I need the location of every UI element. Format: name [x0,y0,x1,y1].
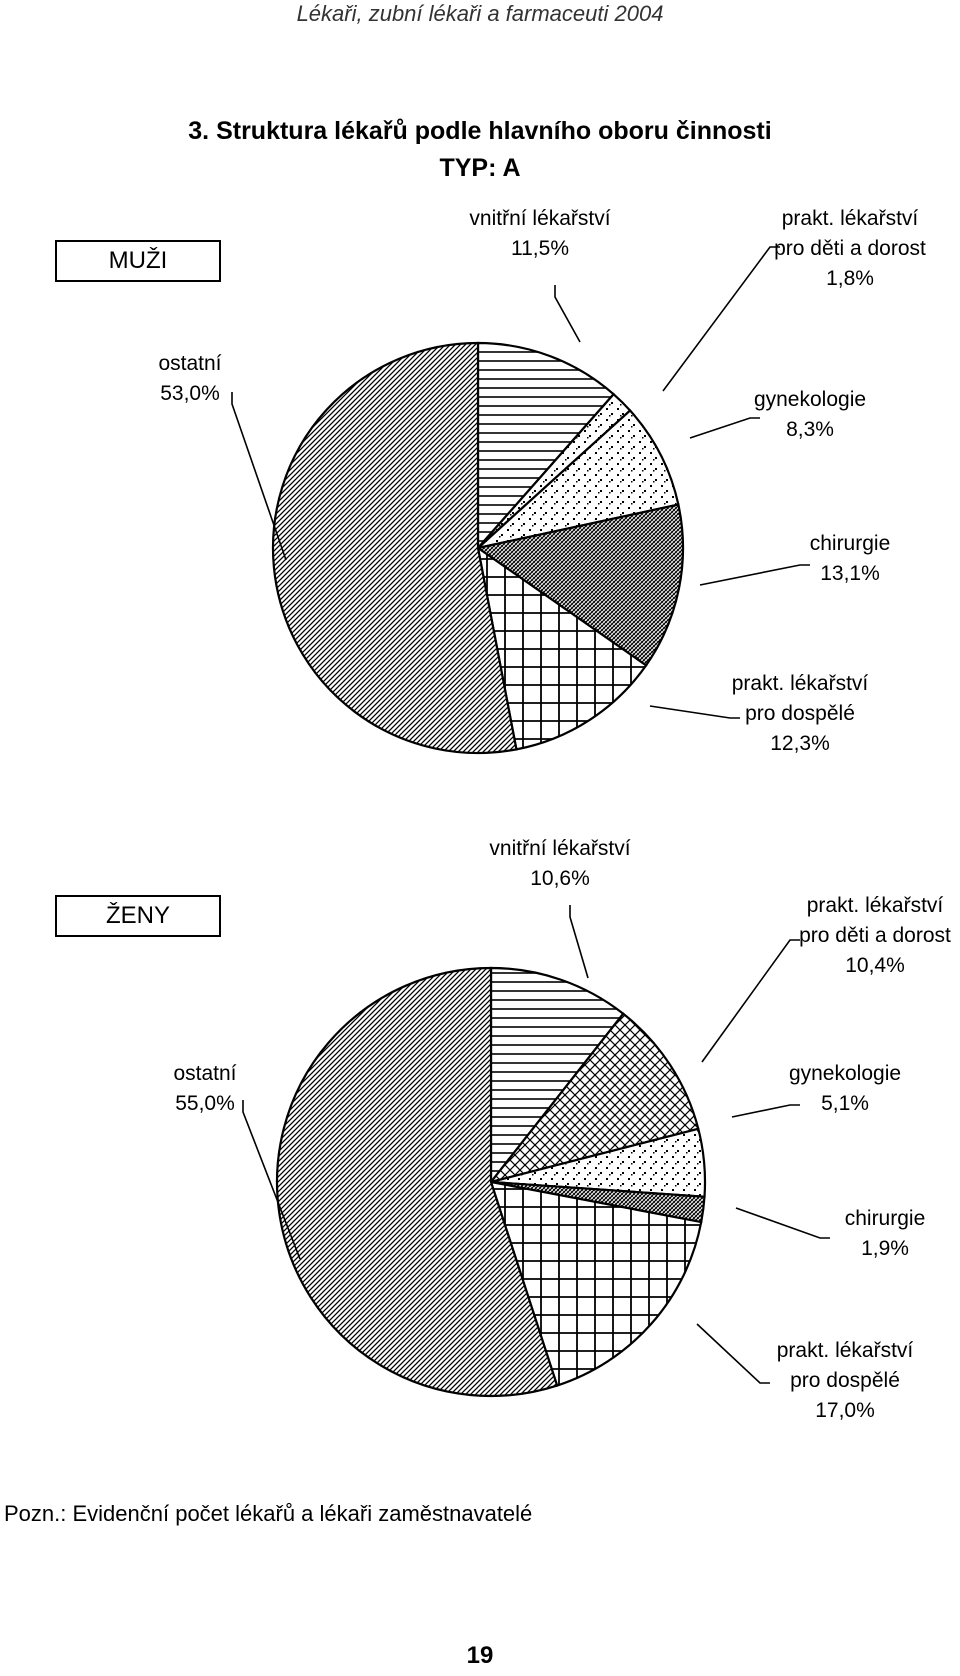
men-label-prakt-lekarstvi-pro-dospele: prakt. lékařství pro dospělé 12,3% [731,672,869,755]
men-label-ostatni: ostatní 53,0% [158,352,222,405]
women-leader-chirurgie [736,1208,830,1238]
page-title: 3. Struktura lékařů podle hlavního oboru činnosti [188,117,772,145]
page-number: 19 [466,1642,494,1669]
women-leader-prakt-lekarstvi-pro-dospele [697,1324,770,1383]
men-leader-prakt-lekarstvi-pro-dospele [650,706,740,718]
women-label-prakt-lekarstvi-pro-deti-a-dorost: prakt. lékařství pro děti a dorost 10,4% [799,894,951,977]
footnote: Pozn.: Evidenční počet lékařů a lékaři zaměstnavatelé [4,1501,533,1526]
men-leader-ostatni [232,392,286,560]
men-label-gynekologie: gynekologie 8,3% [753,388,867,441]
women-leader-gynekologie [732,1105,800,1117]
men-label-chirurgie: chirurgie 13,1% [809,532,891,585]
men-label-vnitrni-lekarstvi: vnitřní lékařství 11,5% [469,207,611,260]
women-label-vnitrni-lekarstvi: vnitřní lékařství 10,6% [489,837,631,890]
women-chart-label: ŽENY [55,895,221,937]
page-header: Lékaři, zubní lékaři a farmaceuti 2004 [296,1,664,26]
women-label-prakt-lekarstvi-pro-dospele: prakt. lékařství pro dospělé 17,0% [776,1339,914,1422]
women-leader-prakt-lekarstvi-pro-deti-a-dorost [702,940,800,1062]
men-leader-chirurgie [700,565,810,585]
women-label-ostatni: ostatní 55,0% [173,1062,237,1115]
men-leader-vnitrni-lekarstvi [555,285,580,342]
page-subtitle: TYP: A [439,154,521,182]
men-chart-label: MUŽI [55,240,221,282]
men-label-prakt-lekarstvi-pro-deti-a-dorost: prakt. lékařství pro děti a dorost 1,8% [774,207,926,290]
men-leader-prakt-lekarstvi-pro-deti-a-dorost [663,247,780,391]
women-label-gynekologie: gynekologie 5,1% [788,1062,902,1115]
women-leader-vnitrni-lekarstvi [570,905,588,978]
men-leader-gynekologie [690,418,760,438]
women-label-chirurgie: chirurgie 1,9% [844,1207,926,1260]
